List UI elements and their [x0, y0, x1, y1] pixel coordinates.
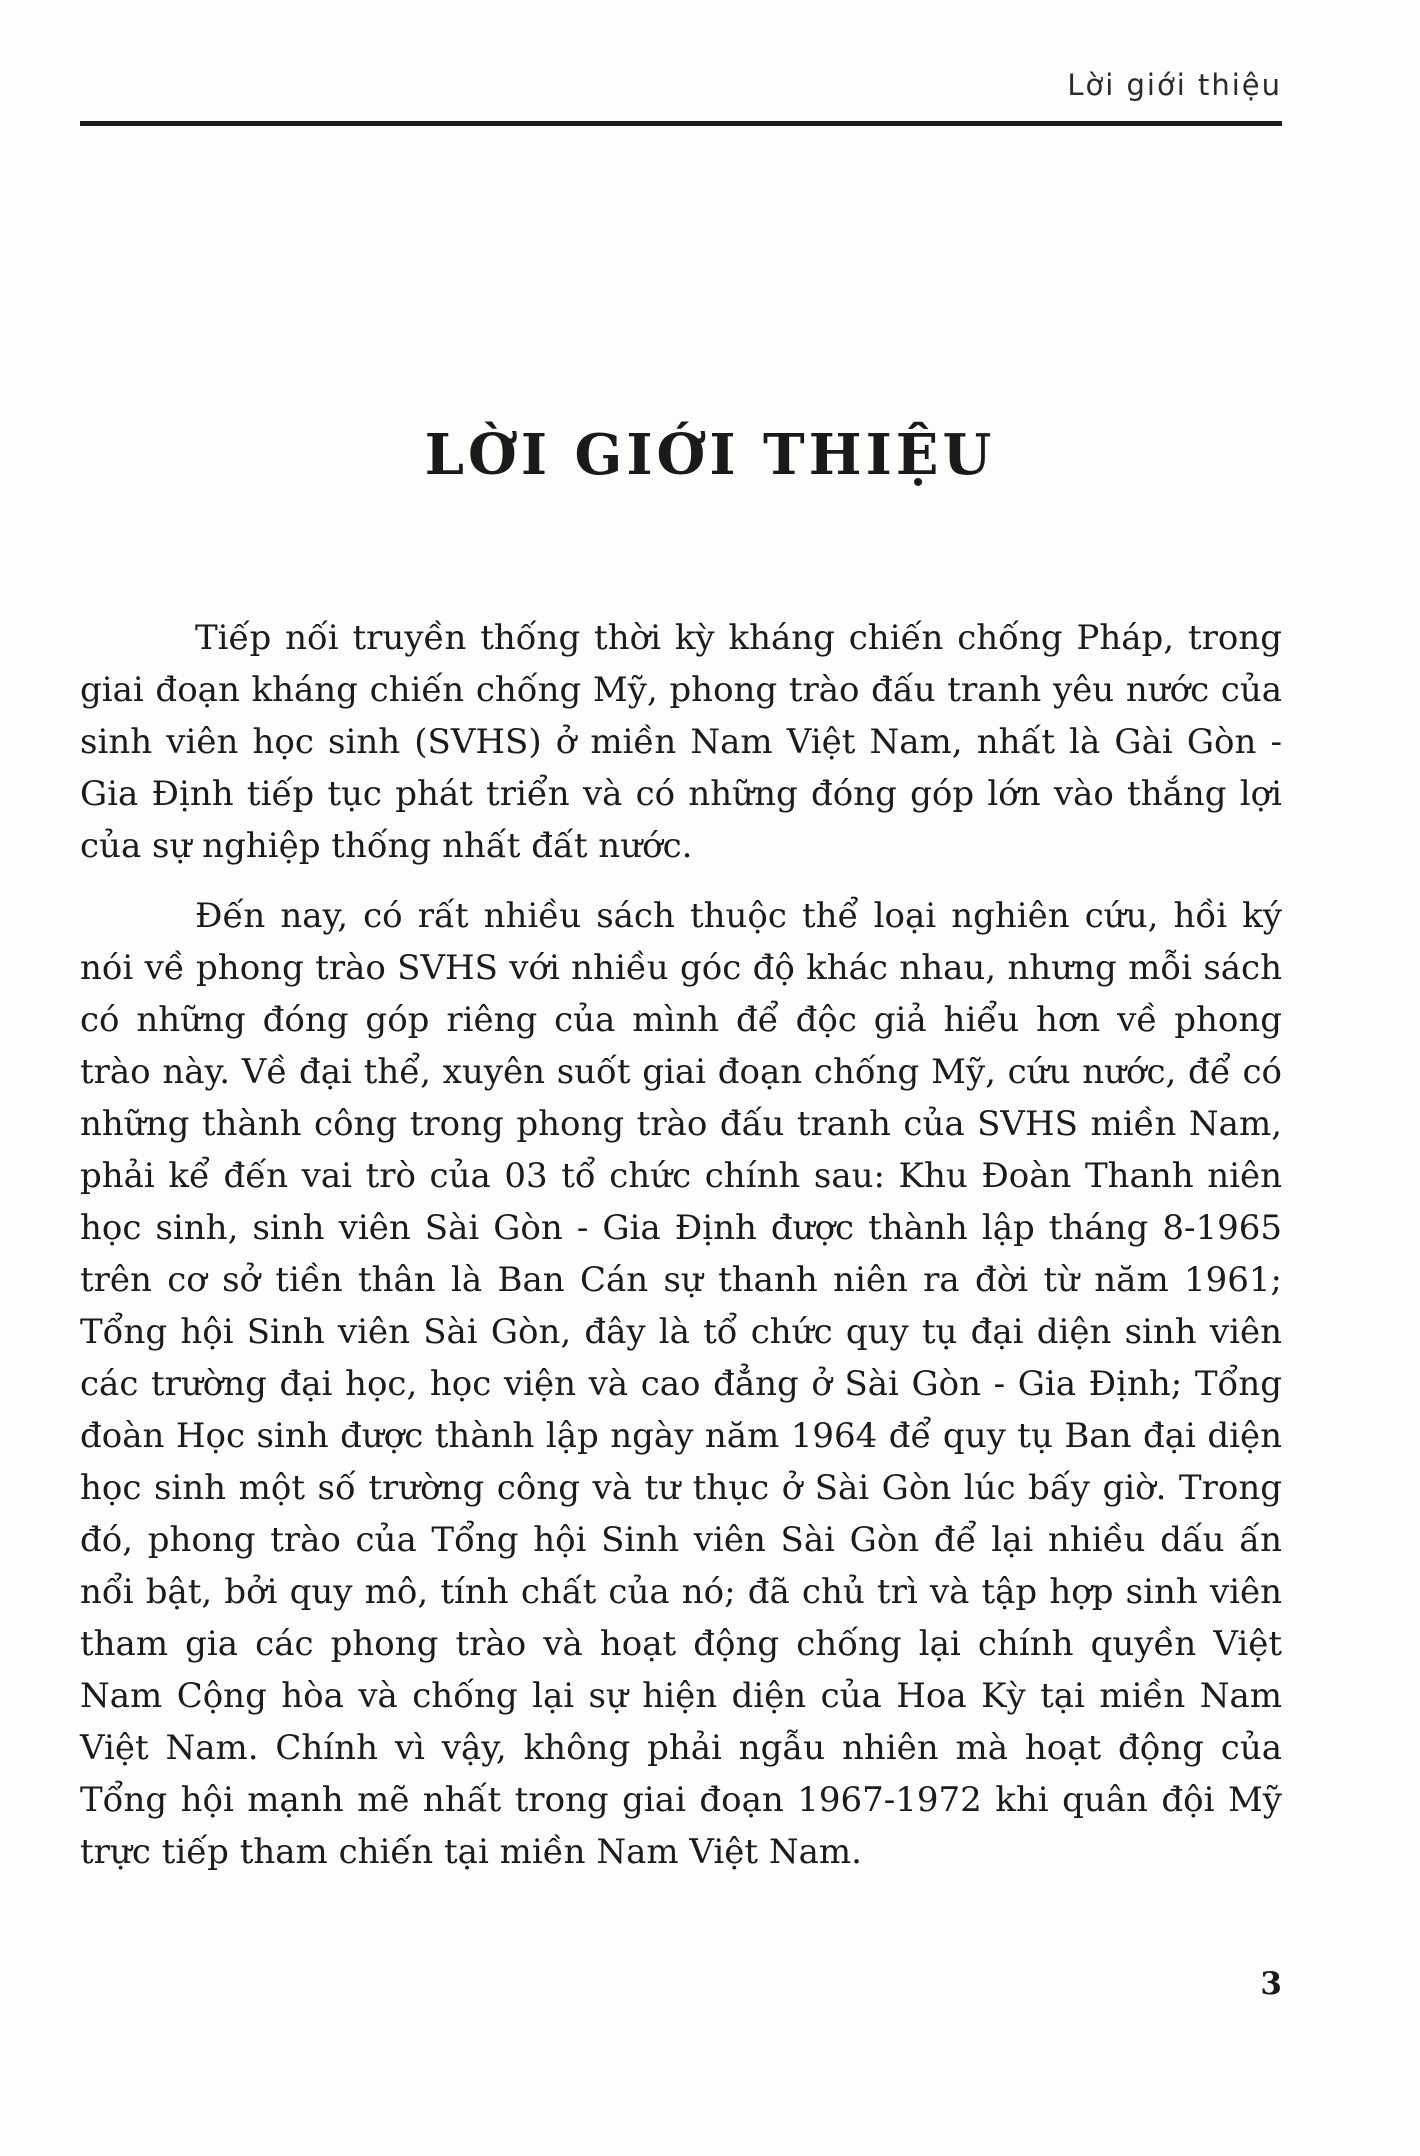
paragraph-1: Tiếp nối truyền thống thời kỳ kháng chiến chống Pháp, trong giai đoạn kháng chiến chống Mỹ, phong trào đấu tranh yêu nước của sinh viên học sinh (SVHS) ở miền Nam Việt Nam, nhất là Gài Gòn - Gia Định tiếp tục phát triển và có những đóng góp lớn vào thắng lợi của sự nghiệp thống nhất đất nước. [80, 618, 1282, 866]
header-rule [80, 121, 1282, 126]
page-number: 3 [1260, 1966, 1282, 2002]
chapter-title: LỜI GIỚI THIỆU [424, 422, 996, 488]
running-header: Lời giới thiệu [1067, 68, 1282, 102]
body-text [80, 612, 1282, 1878]
paragraph-2: Đến nay, có rất nhiều sách thuộc thể loại nghiên cứu, hồi ký nói về phong trào SVHS với nhiều góc độ khác nhau, nhưng mỗi sách có những đóng góp riêng của mình để độc giả hiểu hơn về phong trào này. Về đại thể, xuyên suốt giai đoạn chống Mỹ, cứu nước, để có những thành công trong phong trào đấu tranh của SVHS miền Nam, phải kể đến vai trò của 03 tổ chức chính sau: Khu Đoàn Thanh niên học sinh, sinh viên Sài Gòn - Gia Định được thành lập tháng 8-1965 trên cơ sở tiền thân là Ban Cán sự thanh niên ra đời từ năm 1961; Tổng hội Sinh viên Sài Gòn, đây là tổ chức quy tụ đại diện sinh viên các trường đại học, học viện và cao đẳng ở Sài Gòn - Gia Định; Tổng đoàn Học sinh được thành lập ngày năm 1964 để quy tụ Ban đại diện học sinh một số trường công và tư thục ở Sài Gòn lúc bấy giờ. Trong đó, phong trào của Tổng hội Sinh viên Sài Gòn để lại nhiều dấu ấn nổi bật, bởi quy mô, tính chất của nó; đã chủ trì và tập hợp sinh viên tham gia các phong trào và hoạt động chống lại chính quyền Việt Nam Cộng hòa và chống lại sự hiện diện của Hoa Kỳ tại miền Nam Việt Nam. Chính vì vậy, không phải ngẫu nhiên mà hoạt động của Tổng hội mạnh mẽ nhất trong giai đoạn 1967-1972 khi quân đội Mỹ trực tiếp tham chiến tại miền Nam Việt Nam. [80, 896, 1282, 1872]
